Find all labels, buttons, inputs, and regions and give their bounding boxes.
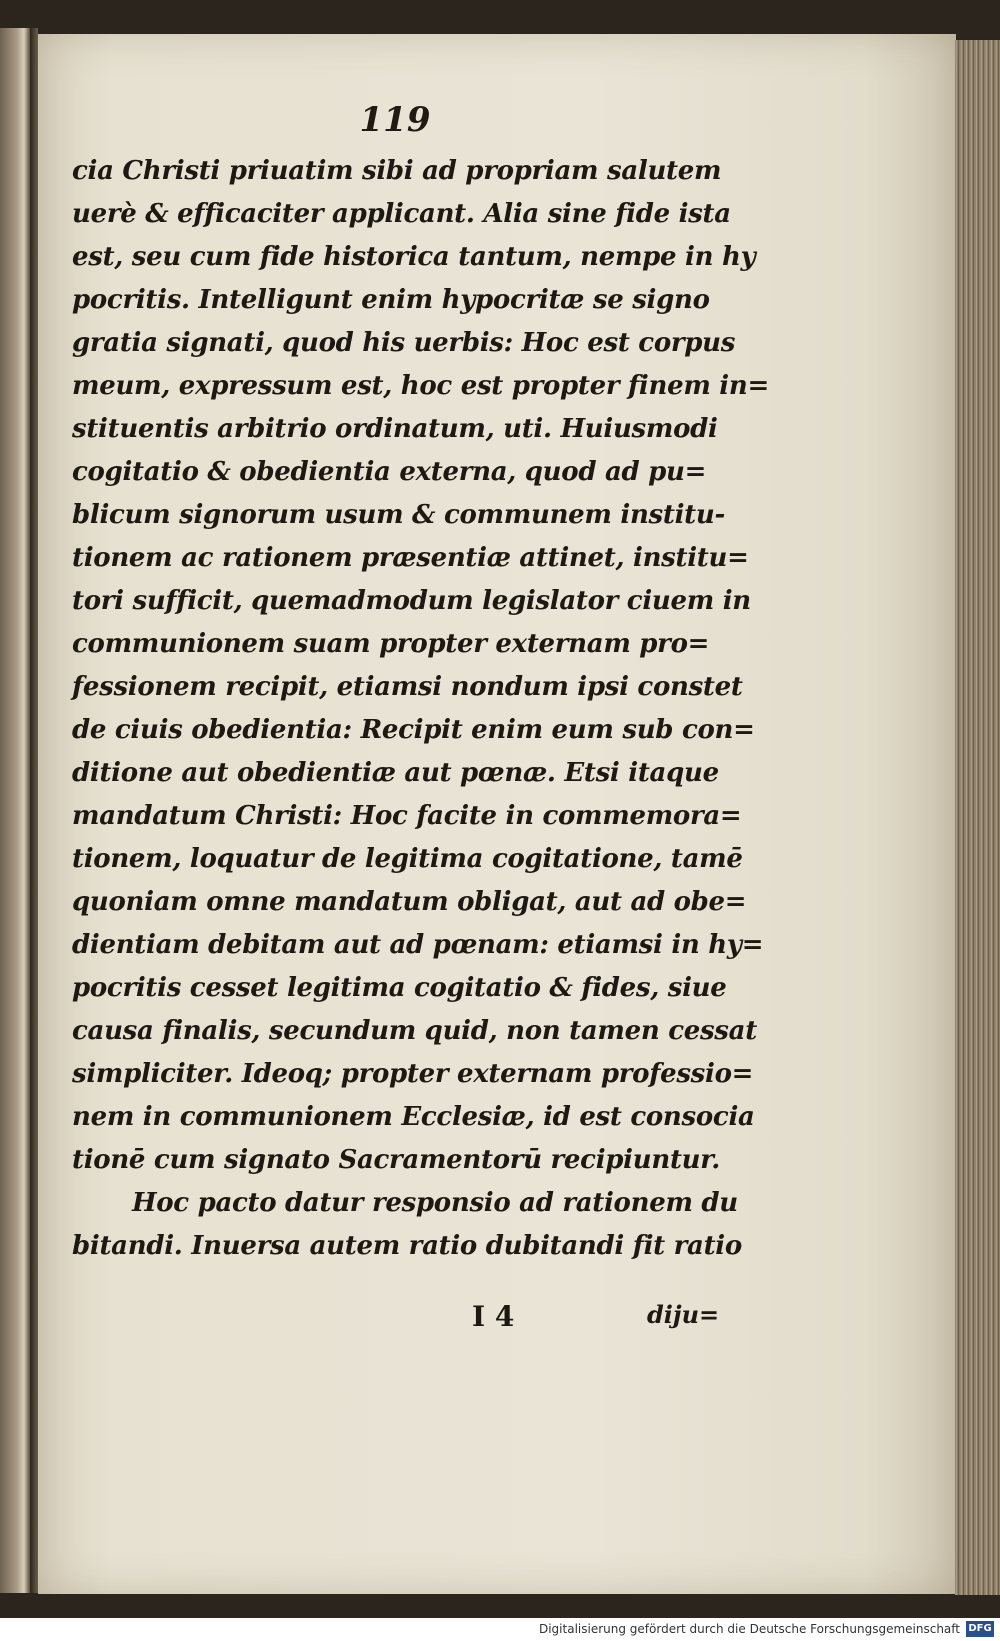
text-line: pocritis. Intelligunt enim hypocritæ se signo [72,285,710,315]
signature-mark: I 4 [472,1300,515,1333]
text-line: communionem suam propter externam pro= [72,629,710,659]
text-line: mandatum Christi: Hoc facite in commemora= [72,801,742,831]
text-line: uerè & efficaciter applicant. Alia sine fide ista [72,199,731,229]
text-line: blicum signorum usum & communem institu- [72,500,725,530]
text-line: tionem, loquatur de legitima cogitatione, tamē [72,844,743,874]
text-line: ditione aut obedientiæ aut pœnæ. Etsi itaque [72,758,719,788]
page-edges [955,40,1000,1595]
text-line: tionē cum signato Sacramentorū recipiuntur. [72,1145,721,1175]
book-gutter [30,28,38,1593]
text-line: de ciuis obedientia: Recipit enim eum sub con= [72,715,755,745]
footer-credit: Digitalisierung gefördert durch die Deutsche Forschungsgemeinschaft [538,1622,960,1636]
text-line: fessionem recipit, etiamsi nondum ipsi constet [72,672,743,702]
text-line: Hoc pacto datur responsio ad rationem du [132,1188,738,1218]
page-number: 119 [359,100,431,140]
text-line: bitandi. Inuersa autem ratio dubitandi fit ratio [72,1231,742,1261]
text-line: tori sufficit, quemadmodum legislator ciuem in [72,586,751,616]
text-line: stituentis arbitrio ordinatum, uti. Huiusmodi [72,414,718,444]
left-page-edge [0,28,30,1593]
text-line: simpliciter. Ideoq; propter externam professio= [72,1059,754,1089]
dfg-logo: DFG [966,1621,994,1637]
text-line: est, seu cum fide historica tantum, nempe in hy [72,242,756,272]
text-line: cia Christi priuatim sibi ad propriam salutem [72,156,722,186]
footer-bar [0,1618,1000,1641]
text-line: causa finalis, secundum quid, non tamen cessat [72,1016,757,1046]
text-line: nem in communionem Ecclesiæ, id est consocia [72,1102,755,1132]
page-foot [72,1300,742,1343]
body-text [72,150,769,1268]
catchword: diju= [647,1300,720,1329]
text-line: quoniam omne mandatum obligat, aut ad obe= [72,887,747,917]
text-line: dientiam debitam aut ad pœnam: etiamsi in hy= [72,930,764,960]
text-line: pocritis cesset legitima cogitatio & fides, siue [72,973,727,1003]
text-line: meum, expressum est, hoc est propter finem in= [72,371,769,401]
text-line: tionem ac rationem præsentiæ attinet, institu= [72,543,749,573]
text-line: gratia signati, quod his uerbis: Hoc est corpus [72,328,736,358]
text-line: cogitatio & obedientia externa, quod ad pu= [72,457,707,487]
